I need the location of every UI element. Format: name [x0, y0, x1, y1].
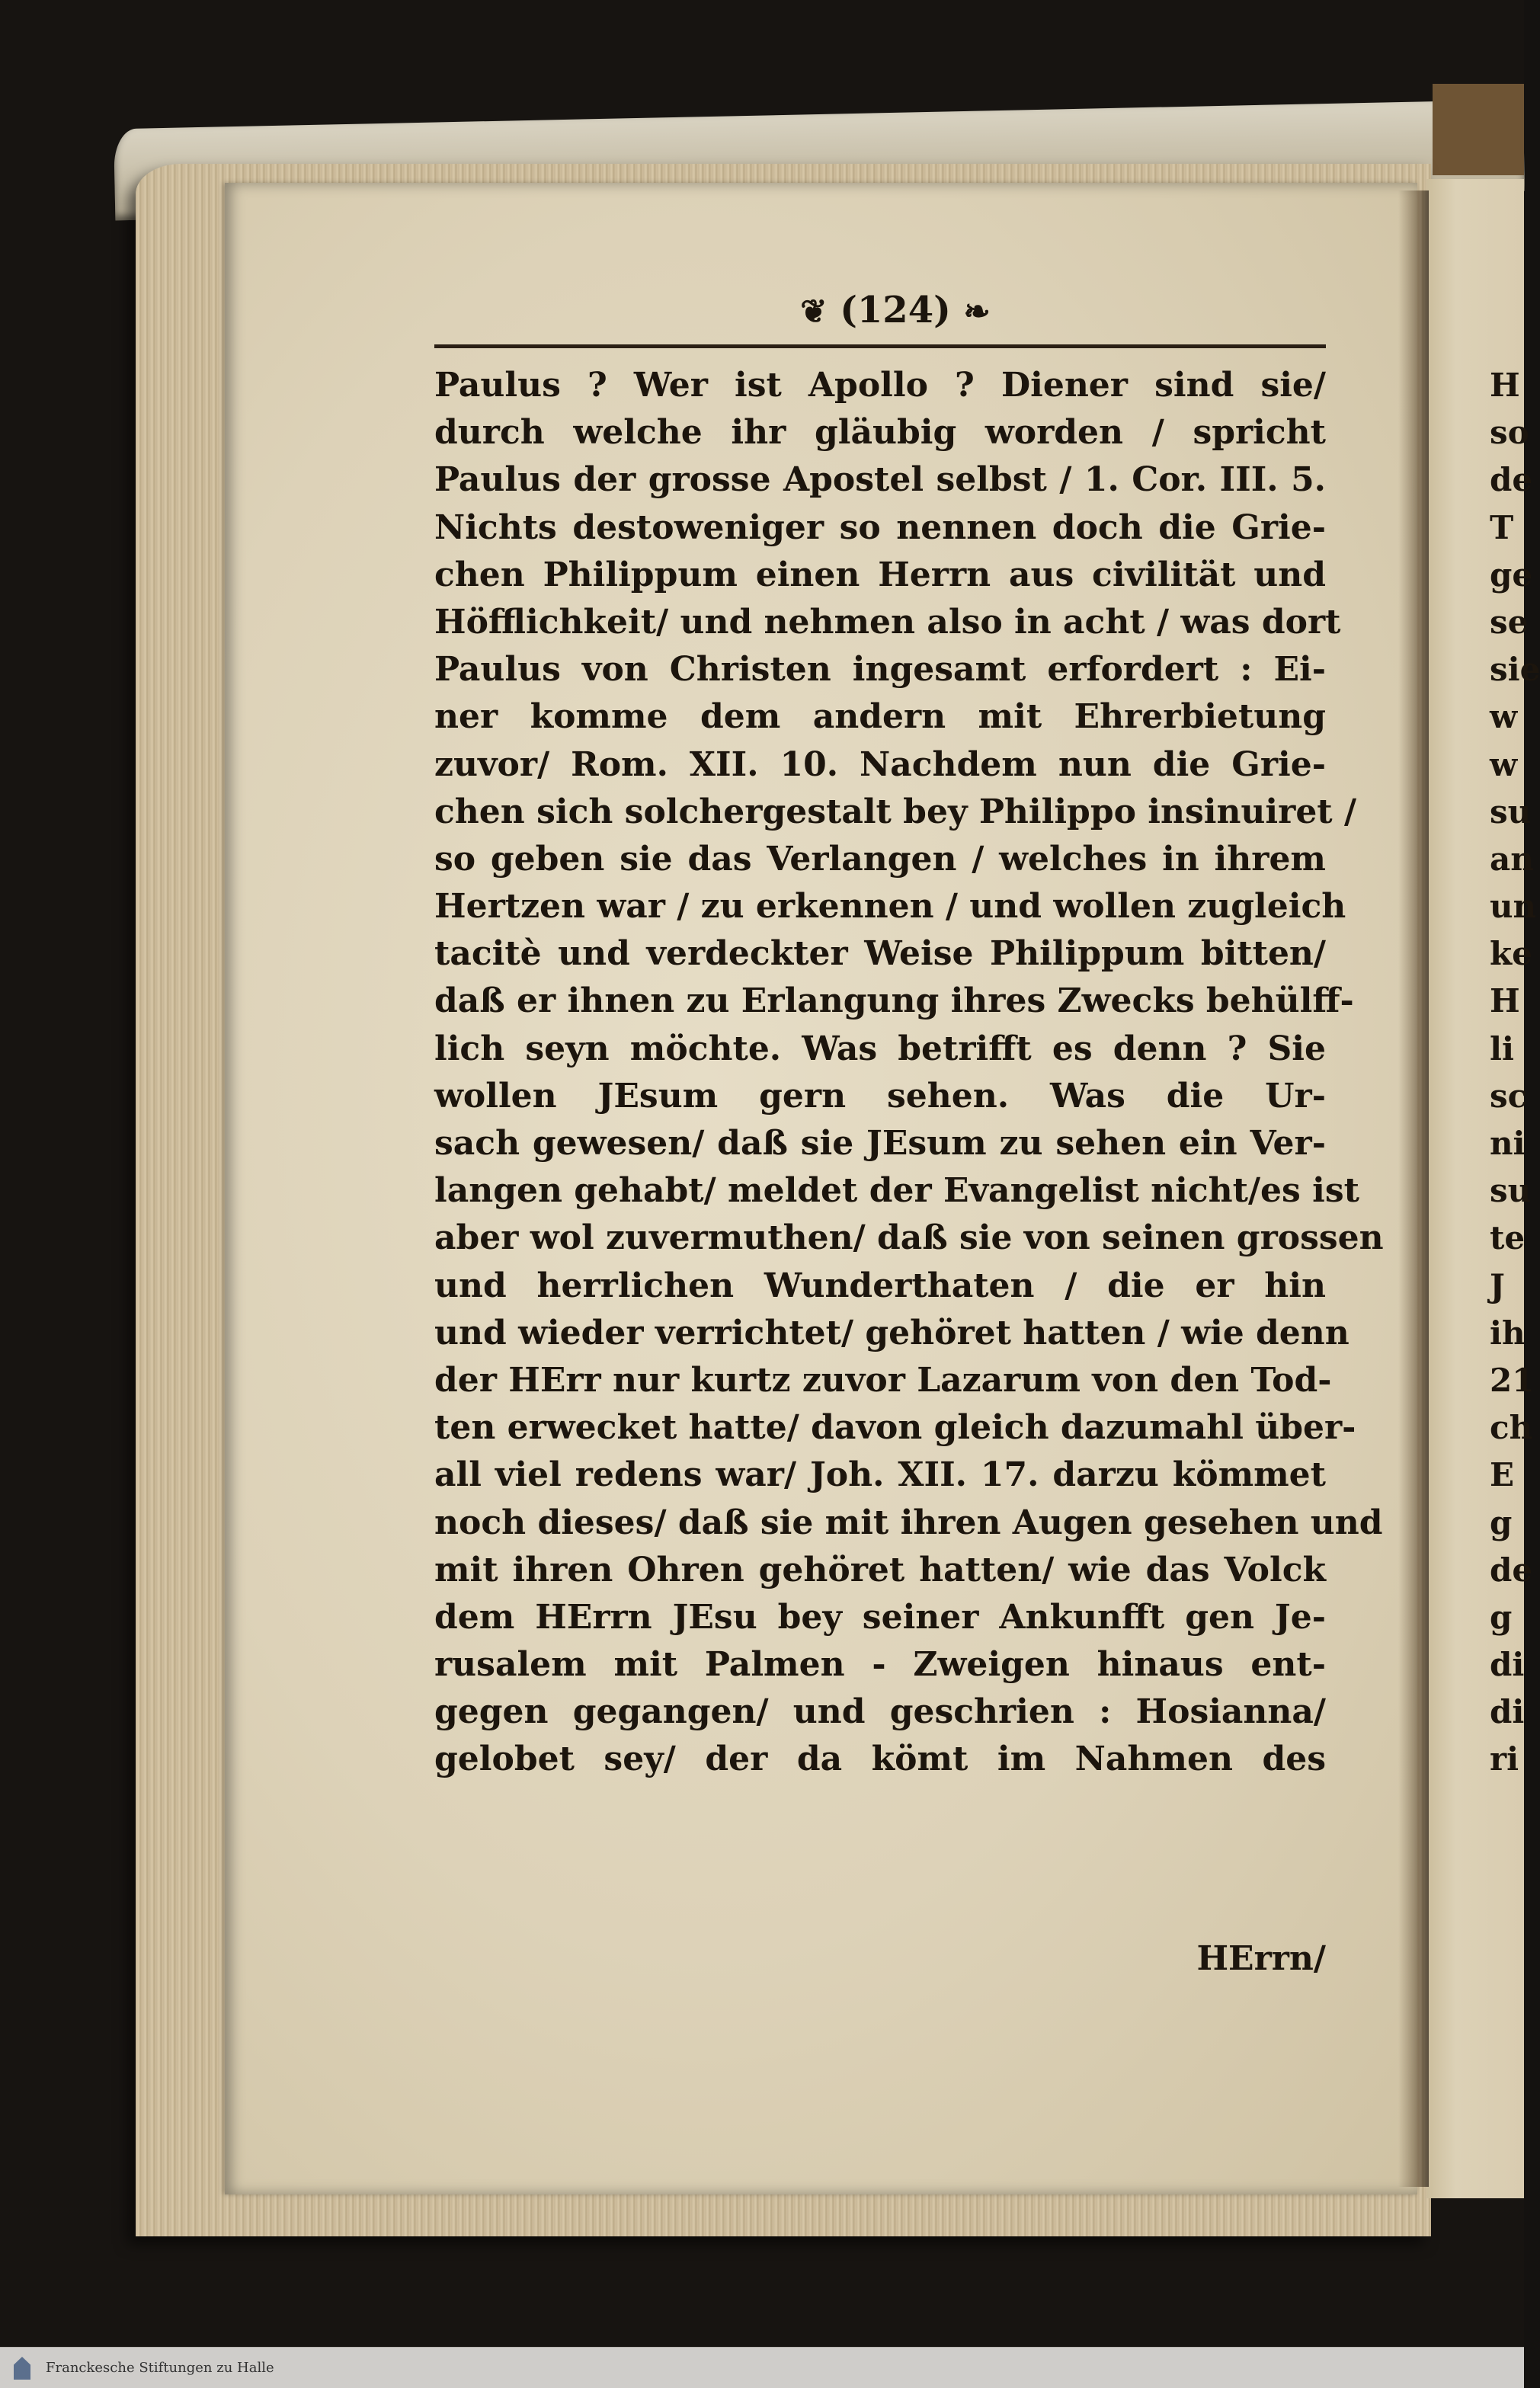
text-line: Paulus ? Wer ist Apollo ? Diener sind sie/ — [434, 366, 1326, 405]
facing-fragment: E — [1490, 1456, 1515, 1494]
facing-fragment: ih — [1490, 1314, 1526, 1352]
text-line: Hertzen war / zu erkennen / und wollen zugleich — [434, 887, 1346, 927]
page-header — [758, 283, 1033, 337]
facing-fragment: an — [1490, 840, 1534, 878]
text-line: Paulus von Christen ingesamt erfordert : Ei- — [434, 650, 1326, 690]
facing-fragment: w — [1490, 698, 1518, 736]
text-line: zuvor/ Rom. XII. 10. Nachdem nun die Grie- — [434, 744, 1326, 784]
text-line: gegen gegangen/ und geschrien : Hosianna/ — [434, 1692, 1326, 1732]
facing-fragment: g — [1490, 1598, 1513, 1636]
facing-page-fragments — [1490, 362, 1540, 1784]
text-line: gelobet sey/ der da kömt im Nahmen des — [434, 1740, 1326, 1779]
text-line: chen sich solchergestalt bey Philippo insinuiret / — [434, 792, 1357, 831]
text-line: sach gewesen/ daß sie JEsum zu sehen ein Ver- — [434, 1124, 1326, 1163]
text-line: mit ihren Ohren gehöret hatten/ wie das Volck — [434, 1550, 1326, 1589]
facing-fragment: di — [1490, 1646, 1525, 1684]
facing-fragment: li — [1490, 1029, 1514, 1068]
facing-fragment: su — [1490, 792, 1532, 831]
footer-bar — [0, 2347, 1524, 2388]
page-gutter-shadow — [1398, 190, 1429, 2187]
institution-name: Franckesche Stiftungen zu Halle — [46, 2360, 274, 2376]
text-line: chen Philippum einen Herrn aus civilität und — [434, 555, 1326, 594]
facing-fragment: sie — [1490, 651, 1540, 689]
facing-fragment: H — [1490, 982, 1520, 1020]
text-line: noch dieses/ daß sie mit ihren Augen gesehen und — [434, 1503, 1383, 1542]
facing-fragment: T — [1490, 508, 1514, 546]
facing-fragment: ge — [1490, 555, 1533, 594]
facing-fragment: ni — [1490, 1125, 1526, 1162]
institution-logo-icon — [14, 2357, 30, 2380]
text-line: lich seyn möchte. Was betrifft es denn ? Sie — [434, 1029, 1326, 1068]
page-body-text — [434, 362, 1384, 1784]
facing-fragment: J — [1490, 1266, 1505, 1304]
text-line: tacitè und verdeckter Weise Philippum bitten/ — [434, 934, 1326, 974]
text-line: durch welche ihr gläubig worden / spricht — [434, 413, 1326, 453]
facing-fragment: ch — [1490, 1409, 1533, 1447]
text-line: und wieder verrichtet/ gehöret hatten / wie denn — [434, 1313, 1350, 1352]
text-line: wollen JEsum gern sehen. Was die Ur- — [434, 1076, 1326, 1116]
facing-fragment: H — [1490, 367, 1520, 404]
text-line: dem HErrn JEsu bey seiner Ankunfft gen Je- — [434, 1597, 1326, 1637]
catchword: HErrn/ — [1196, 1939, 1326, 1978]
header-rule — [434, 344, 1326, 348]
facing-fragment: 21 — [1490, 1361, 1535, 1399]
text-line: und herrlichen Wunderthaten / die er hin — [434, 1266, 1326, 1305]
facing-fragment: ri — [1490, 1740, 1519, 1778]
facing-fragment: w — [1490, 745, 1518, 783]
facing-fragment: sc — [1490, 1077, 1528, 1115]
facing-fragment: so — [1490, 414, 1529, 452]
facing-fragment: te — [1490, 1219, 1526, 1257]
text-line: langen gehabt/ meldet der Evangelist nicht/es ist — [434, 1171, 1359, 1211]
facing-fragment: de — [1490, 461, 1533, 499]
facing-fragment: se — [1490, 603, 1529, 641]
page-number: (124) — [840, 289, 951, 331]
text-line: daß er ihnen zu Erlangung ihres Zwecks behülff- — [434, 981, 1354, 1021]
text-line: Paulus der grosse Apostel selbst / 1. Cor. III. 5. — [434, 460, 1326, 500]
facing-fragment: su — [1490, 1172, 1532, 1210]
fleuron-left-icon: ❦ — [800, 293, 828, 330]
facing-fragment: de — [1490, 1551, 1533, 1589]
text-line: aber wol zuvermuthen/ daß sie von seinen grossen — [434, 1218, 1384, 1258]
text-line: so geben sie das Verlangen / welches in ihrem — [434, 839, 1326, 879]
text-line: ten erwecket hatte/ davon gleich dazumahl über- — [434, 1408, 1356, 1448]
facing-fragment: ke — [1490, 935, 1532, 973]
text-line: ner komme dem andern mit Ehrerbietung — [434, 697, 1326, 737]
text-line: rusalem mit Palmen - Zweigen hinaus ent- — [434, 1645, 1326, 1685]
facing-fragment: g — [1490, 1503, 1513, 1541]
book-spine — [1433, 84, 1524, 175]
text-line: Höfflichkeit/ und nehmen also in acht / was dort — [434, 602, 1341, 642]
text-line: all viel redens war/ Joh. XII. 17. darzu kömmet — [434, 1455, 1326, 1495]
fleuron-right-icon: ❧ — [963, 293, 991, 330]
facing-fragment: un — [1490, 888, 1537, 926]
text-line: Nichts destoweniger so nennen doch die Grie- — [434, 507, 1326, 547]
facing-fragment: di — [1490, 1693, 1525, 1731]
text-line: der HErr nur kurtz zuvor Lazarum von den Tod- — [434, 1360, 1332, 1400]
